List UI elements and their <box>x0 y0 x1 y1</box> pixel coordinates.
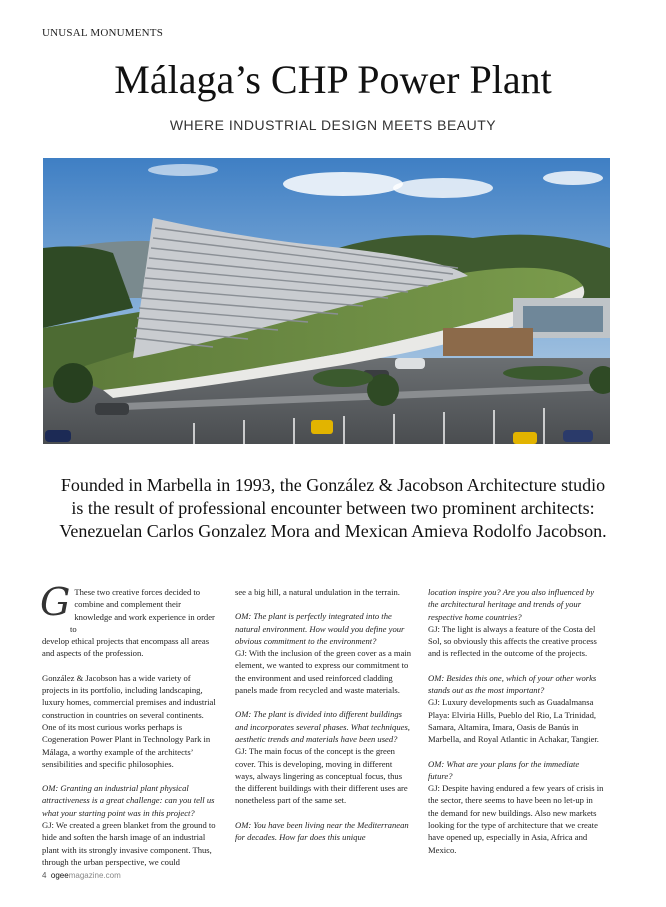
interview-answer: GJ: With the inclusion of the green cover as a main element, we wanted to express our commitment to the environment and used reinforced cladding panels made from recycled and waste materials. <box>235 648 412 696</box>
magazine-brand: ogee <box>50 871 69 880</box>
power-plant-photo <box>43 158 610 444</box>
drop-cap: G <box>40 580 71 624</box>
interview-question: location inspire you? Are you also influenced by the architectural heritage and trends of your respective home countries? <box>428 587 595 622</box>
interview-question: OM: The plant is divided into different buildings and incorporates several phases. What techniques, aesthetic trends and materials have been used? <box>235 709 410 744</box>
interview-exchange <box>428 586 605 660</box>
page-subtitle: WHERE INDUSTRIAL DESIGN MEETS BEAUTY <box>169 117 497 133</box>
interview-exchange <box>235 819 412 844</box>
section-label: UNUSAL MONUMENTS <box>42 27 164 39</box>
interview-exchange <box>42 782 219 868</box>
article-column-2 <box>235 586 412 843</box>
interview-answer: GJ: The light is always a feature of the Costa del Sol, so obviously this affects the creative process and is reflected in the outcome of the projects. <box>428 623 597 659</box>
page-footer <box>42 871 121 880</box>
interview-question: OM: The plant is perfectly integrated into the natural environment. How would you define your obvious commitment to the environment? <box>235 611 405 646</box>
page-number: 4 <box>42 871 47 880</box>
interview-answer: GJ: Luxury developments such as Guadalmansa Playa: Elviria Hills, Pueblo del Rio, La Trinidad, Samara, Altamira, Imara, Oasis de Banús in Marbella, and Royal Atlantic in Achakar, Tangier. <box>428 697 599 745</box>
article-column-1 <box>40 580 219 868</box>
interview-question: OM: What are your plans for the immediate future? <box>428 758 580 781</box>
interview-exchange <box>235 610 412 696</box>
paragraph <box>40 580 219 660</box>
intro-text: These two creative forces decided to combine and complement their knowledge and work experience in order to <box>70 587 215 634</box>
interview-question: OM: Granting an industrial plant physical attractiveness is a great challenge: can you tell us what your starting point was in this project? <box>42 783 215 818</box>
interview-question: OM: You have been living near the Mediterranean for decades. How far does this unique <box>235 819 409 843</box>
page-title: Málaga’s CHP Power Plant <box>114 57 552 102</box>
paragraph: González & Jacobson has a wide variety of projects in its portfolio, including landscaping, luxury homes, commercial premises and industrial construction in countries on several continents. One of its most curious works perhaps is Cogeneration Power Plant in Technology Park in Málaga, a worthy example of the architects’ sensibilities and specific philosophies. <box>42 672 216 769</box>
interview-exchange <box>428 758 605 856</box>
interview-exchange <box>235 708 412 806</box>
paragraph: see a big hill, a natural undulation in the terrain. <box>235 587 400 597</box>
interview-answer: GJ: Despite having endured a few years of crisis in the sector, there seems to have been no let-up in the demand for new buildings. Also new markets looking for the type of architecture that we create have opened up, especially in Asia, Africa and Mexico. <box>428 783 604 855</box>
interview-answer: GJ: We created a green blanket from the ground to hide and soften the harsh image of an industrial plant with its strongly invasive component. Thus, through the urban perspective, we could <box>42 820 216 867</box>
magazine-domain: magazine.com <box>68 871 121 880</box>
lead-paragraph: Founded in Marbella in 1993, the González & Jacobson Architecture studio is the result of professional encounter between two prominent architects: Venezuelan Carlos Gonzalez Mora and Mexican Amieva Rodolfo Jacobson. <box>59 475 607 541</box>
article-column-3 <box>428 586 605 856</box>
interview-answer: GJ: The main focus of the concept is the green cover. This is developing, moving in different ways, always lingering as conceptual focus, thus the different buildings with their different uses are nonetheless part of the same set. <box>235 746 408 806</box>
interview-question: OM: Besides this one, which of your other works stands out as the most important? <box>428 672 597 696</box>
interview-exchange <box>428 672 605 746</box>
intro-text-continued: develop ethical projects that encompass all areas and aspects of the profession. <box>42 636 210 659</box>
